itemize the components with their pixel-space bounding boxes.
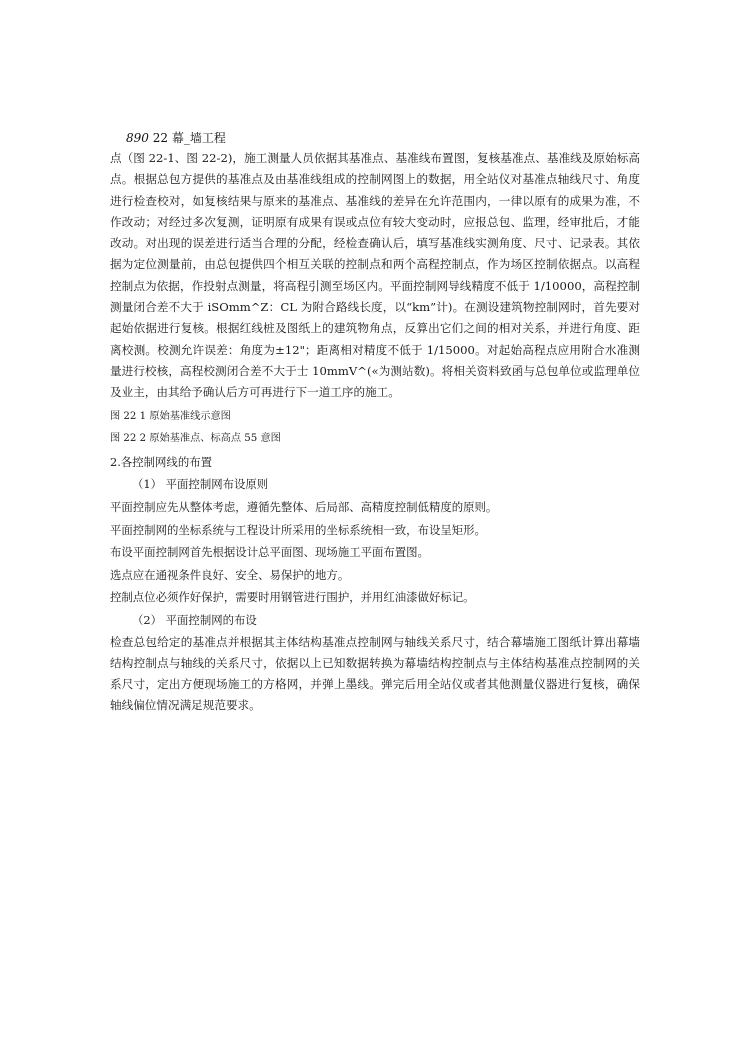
principle-item: 平面控制应先从整体考虑，遵循先整体、后局部、高精度控制低精度的原则。 <box>110 499 498 514</box>
chapter-number: 22 <box>152 131 169 145</box>
subsection-heading: （2） 平面控制网的布设 <box>132 612 257 627</box>
layout-paragraph: 检查总包给定的基准点并根据其主体结构基准点控制网与轴线关系尺寸，结合幕墙施工图纸计算出幕墙结构控制点与轴线的关系尺寸，依据以上已知数据转换为幕墙结构控制点与主体结构基准点控制网的关系尺寸，定出方便现场施工的方格网，并弹上墨线。弹完后用全站仪或者其他测量仪器进行复核，确保轴线偏位情况满足规范要求。 <box>110 634 640 713</box>
running-header <box>126 129 226 146</box>
principle-item: 控制点位必须作好保护，需要时用钢管进行围护，并用红油漆做好标记。 <box>110 590 475 605</box>
figure-caption: 图 22 1 原始基准线示意图 <box>110 410 231 422</box>
principle-item: 选点应在通视条件良好、安全、易保护的地方。 <box>110 567 350 582</box>
principle-item: 布设平面控制网首先根据设计总平面图、现场施工平面布置图。 <box>110 545 429 560</box>
subsection-heading: （1） 平面控制网布设原则 <box>132 477 269 492</box>
body-content <box>110 148 640 717</box>
measurement-paragraph: 点（图 22-1、图 22-2)，施工测量人员依据其基准点、基准线布置图，复核基准点、基准线及原始标高点。根据总包方提供的基准点及由基准线组成的控制网图上的数据，用全站仪对基准点轴线尺寸、角度进行检查校对，如复核结果与原来的基准点、基准线的差异在允许范围内，一律以原有的成果为准，不作改动；对经过多次复测，证明原有成果有误或点位有较大变动时，应报总包、监理，经审批后，才能改动。对出现的误差进行适当合理的分配，经检查确认后，填写基准线实测角度、尺寸、记录表。其依据为定位测量前，由总包提供四个相互关联的控制点和两个高程控制点，作为场区控制依据点。以高程控制点为依据，作投射点测量，将高程引测至场区内。平面控制网导线精度不低于 1/10000，高程控制测量闭合差不大于 iSOmm^Z：CL 为附合路线长度，以“km”计)。在测设建筑物控制网时，首先要对起始依据进行复核。根据红线桩及图纸上的建筑物角点，反算出它们之间的相对关系，并进行角度、距离校测。校测允许误差：角度为±12"；距离相对精度不低于 1/15000。对起始高程点应用附合水准测量进行校核，高程校测闭合差不大于士 10mmV^(«为测站数)。将相关资料致函与总包单位或监理单位及业主，由其给予确认后方可再进行下一道工序的施工。 <box>110 151 640 400</box>
principle-item: 平面控制网的坐标系统与工程设计所采用的坐标系统相一致，布设呈矩形。 <box>110 522 486 537</box>
section-heading: 2.各控制网线的布置 <box>110 454 212 469</box>
page-number: 890 <box>126 131 149 145</box>
chapter-title: 幕_墙工程 <box>171 131 226 145</box>
figure-caption: 图 22 2 原始基准点、标高点 55 意图 <box>110 433 281 445</box>
